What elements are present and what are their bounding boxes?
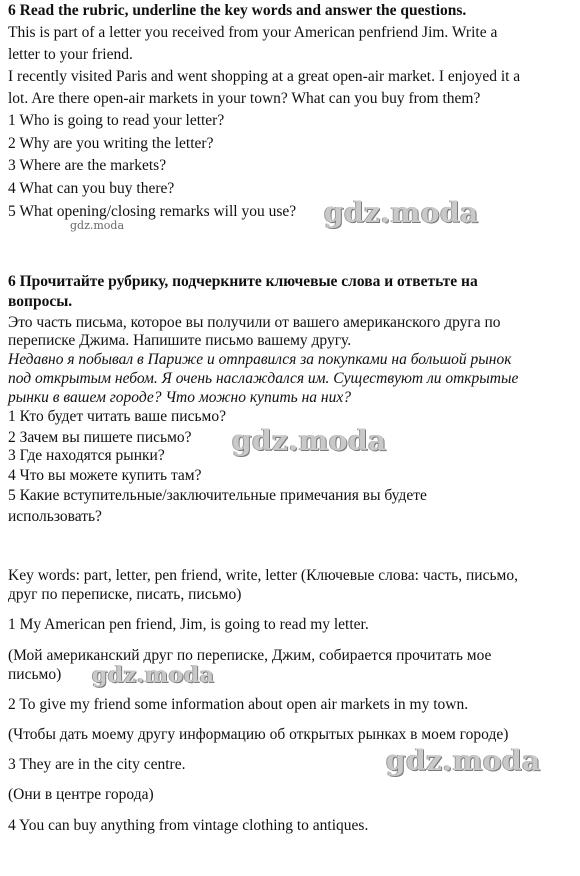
watermark-logo: gdz.moda	[324, 196, 479, 229]
russian-question: 3 Где находятся рынки?	[8, 447, 165, 464]
english-question: 4 What can you buy there?	[8, 180, 175, 197]
keywords-line: друг по переписке, писать, письмо)	[8, 586, 242, 603]
russian-letter-line: рынки в вашем городе? Что можно купить на них?	[8, 389, 351, 406]
answer-1: 1 My American pen friend, Jim, is going to read my letter.	[8, 616, 369, 633]
english-question: 1 Who is going to read your letter?	[8, 112, 225, 129]
watermark-logo: gdz.moda	[386, 744, 541, 777]
russian-heading: вопросы.	[8, 293, 73, 310]
answer-1-translation: (Мой американский друг по переписке, Джим, собирается прочитать мое	[8, 647, 492, 664]
english-heading: 6 Read the rubric, underline the key words and answer the questions.	[8, 2, 467, 19]
keywords-line: Key words: part, letter, pen friend, write, letter (Ключевые слова: часть, письмо,	[8, 567, 518, 584]
answer-4: 4 You can buy anything from vintage clothing to antiques.	[8, 817, 369, 834]
russian-heading: 6 Прочитайте рубрику, подчеркните ключевые слова и ответьте на	[8, 273, 478, 290]
answer-1-translation: письмо)	[8, 666, 62, 683]
answer-3: 3 They are in the city centre.	[8, 756, 186, 773]
russian-question: 4 Что вы можете купить там?	[8, 467, 202, 484]
russian-question: 1 Кто будет читать ваше письмо?	[8, 408, 226, 425]
english-question: 3 Where are the markets?	[8, 157, 167, 174]
english-question: 2 Why are you writing the letter?	[8, 135, 214, 152]
answer-2-translation: (Чтобы дать моему другу информацию об открытых рынках в моем городе)	[8, 726, 509, 743]
russian-rubric-line: Это часть письма, которое вы получили от вашего американского друга по	[8, 314, 501, 331]
russian-question: использовать?	[8, 508, 102, 525]
russian-letter-line: под открытым небом. Я очень наслаждался им. Существуют ли открытые	[8, 370, 519, 387]
english-rubric-line: letter to your friend.	[8, 46, 133, 63]
watermark-small: gdz.moda	[70, 219, 125, 232]
english-letter-line: lot. Are there open-air markets in your town? What can you buy from them?	[8, 90, 481, 107]
english-question: 5 What opening/closing remarks will you use?	[8, 203, 297, 220]
answer-3-translation: (Они в центре города)	[8, 786, 154, 803]
english-rubric-line: This is part of a letter you received from your American penfriend Jim. Write a	[8, 24, 498, 41]
russian-rubric-line: переписке Джима. Напишите письмо вашему другу.	[8, 332, 352, 349]
english-letter-line: I recently visited Paris and went shopping at a great open-air market. I enjoyed it a	[8, 68, 521, 85]
answer-2: 2 To give my friend some information about open air markets in my town.	[8, 696, 469, 713]
watermark-logo: gdz.moda	[232, 424, 387, 457]
russian-question: 2 Зачем вы пишете письмо?	[8, 429, 192, 446]
russian-letter-line: Недавно я побывал в Париже и отправился за покупками на большой рынок	[8, 351, 512, 368]
watermark-logo: gdz.moda	[92, 662, 215, 688]
russian-question: 5 Какие вступительные/заключительные примечания вы будете	[8, 487, 427, 504]
